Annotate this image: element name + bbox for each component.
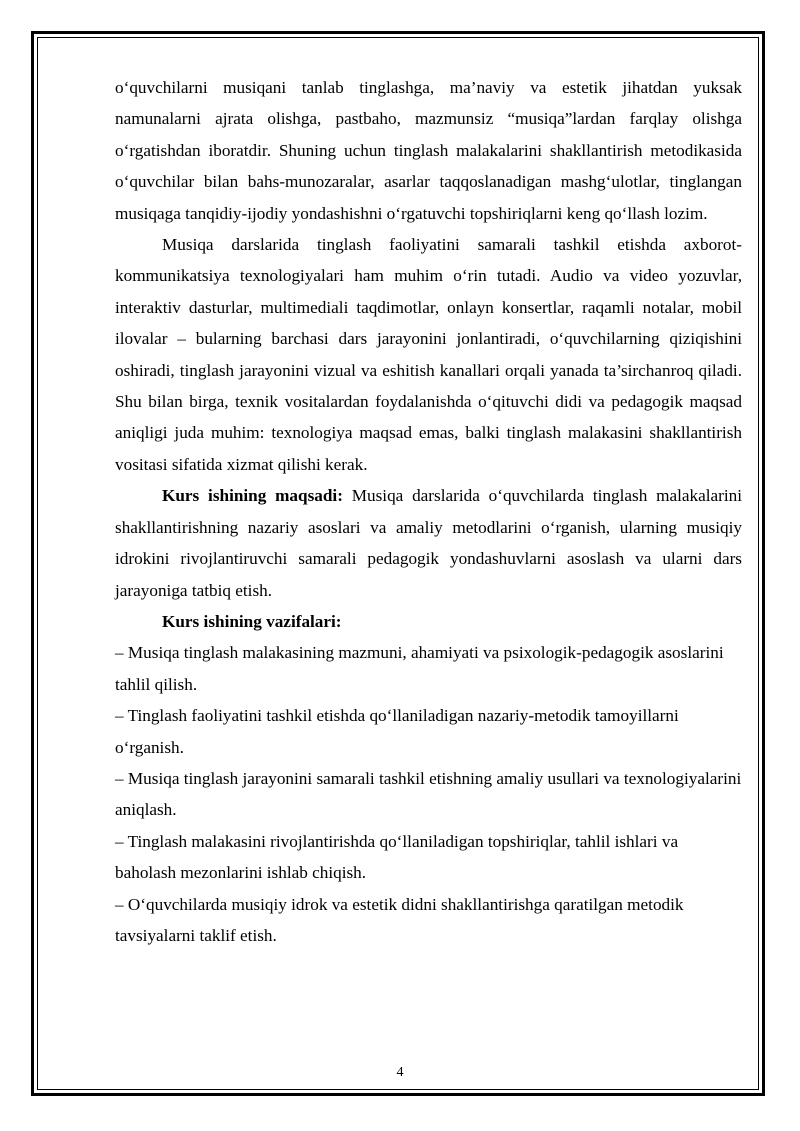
goal-label: Kurs ishining maqsadi:: [162, 486, 343, 506]
task-item: – Tinglash faoliyatini tashkil etishda qo‘llaniladigan nazariy-metodik tamoyillarni o‘rganish.: [115, 706, 679, 757]
task-item: – O‘quvchilarda musiqiy idrok va estetik didni shakllantirishga qaratilgan metodik tavsiyalarni taklif etish.: [115, 894, 684, 945]
page-content: [115, 72, 742, 951]
task-item: – Musiqa tinglash jarayonini samarali tashkil etishning amaliy usullari va texnologiyalarini aniqlash.: [115, 768, 742, 820]
paragraph-intro: o‘quvchilarni musiqani tanlab tinglashga, ma’naviy va estetik jihatdan yuksak namunalarni ajrata olishga, pastbaho, mazmunsiz “musiqa”lardan farqlay olishga o‘rgatishdan iboratdir. Shuning uchun tinglash malakalarini shakllantirish metodikasida o‘quvchilar bilan bahs-munozaralar, asarlar taqqoslanadigan mashg‘ulotlar, tinglangan musiqaga tanqidiy-ijodiy yondashishni o‘rgatuvchi topshiriqlarni keng qo‘llash lozim.: [115, 78, 742, 223]
goal-text: Musiqa darslarida o‘quvchilarda tinglash malakalarini shakllantirishning nazariy asoslari va amaliy metodlarini o‘rganish, ularning musiqiy idrokini rivojlantiruvchi samarali pedagogik yondashuvlarni asoslash va ularni dars jarayoniga tatbiq etish.: [115, 486, 742, 600]
task-item: – Musiqa tinglash malakasining mazmuni, ahamiyati va psixologik-pedagogik asoslarini tahlil qilish.: [115, 643, 724, 694]
tasks-heading: Kurs ishining vazifalari:: [162, 611, 342, 631]
task-item: – Tinglash malakasini rivojlantirishda qo‘llaniladigan topshiriqlar, tahlil ishlari va baholash mezonlarini ishlab chiqish.: [115, 831, 679, 883]
paragraph-ict: Musiqa darslarida tinglash faoliyatini samarali tashkil etishda axborot-kommunikatsiya texnologiyalari ham muhim o‘rin tutadi. Audio va video yozuvlar, interaktiv dasturlar, multimediali taqdimotlar, onlayn konsertlar, raqamli notalar, mobil ilovalar – bularning barchasi dars jarayonini jonlantiradi, o‘quvchilarning qiziqishini oshiradi, tinglash jarayonini vizual va eshitish kanallari orqali yanada ta’sirchanroq qiladi. Shu bilan birga, texnik vositalardan foydalanishda o‘qituvchi didi va pedagogik maqsad aniqligi juda muhim: texnologiya maqsad emas, balki tinglash malakasini shakllantirish vositasi sifatida xizmat qilishi kerak.: [115, 235, 742, 474]
paragraph-goal: [115, 480, 742, 606]
page-number: 4: [396, 1065, 404, 1080]
